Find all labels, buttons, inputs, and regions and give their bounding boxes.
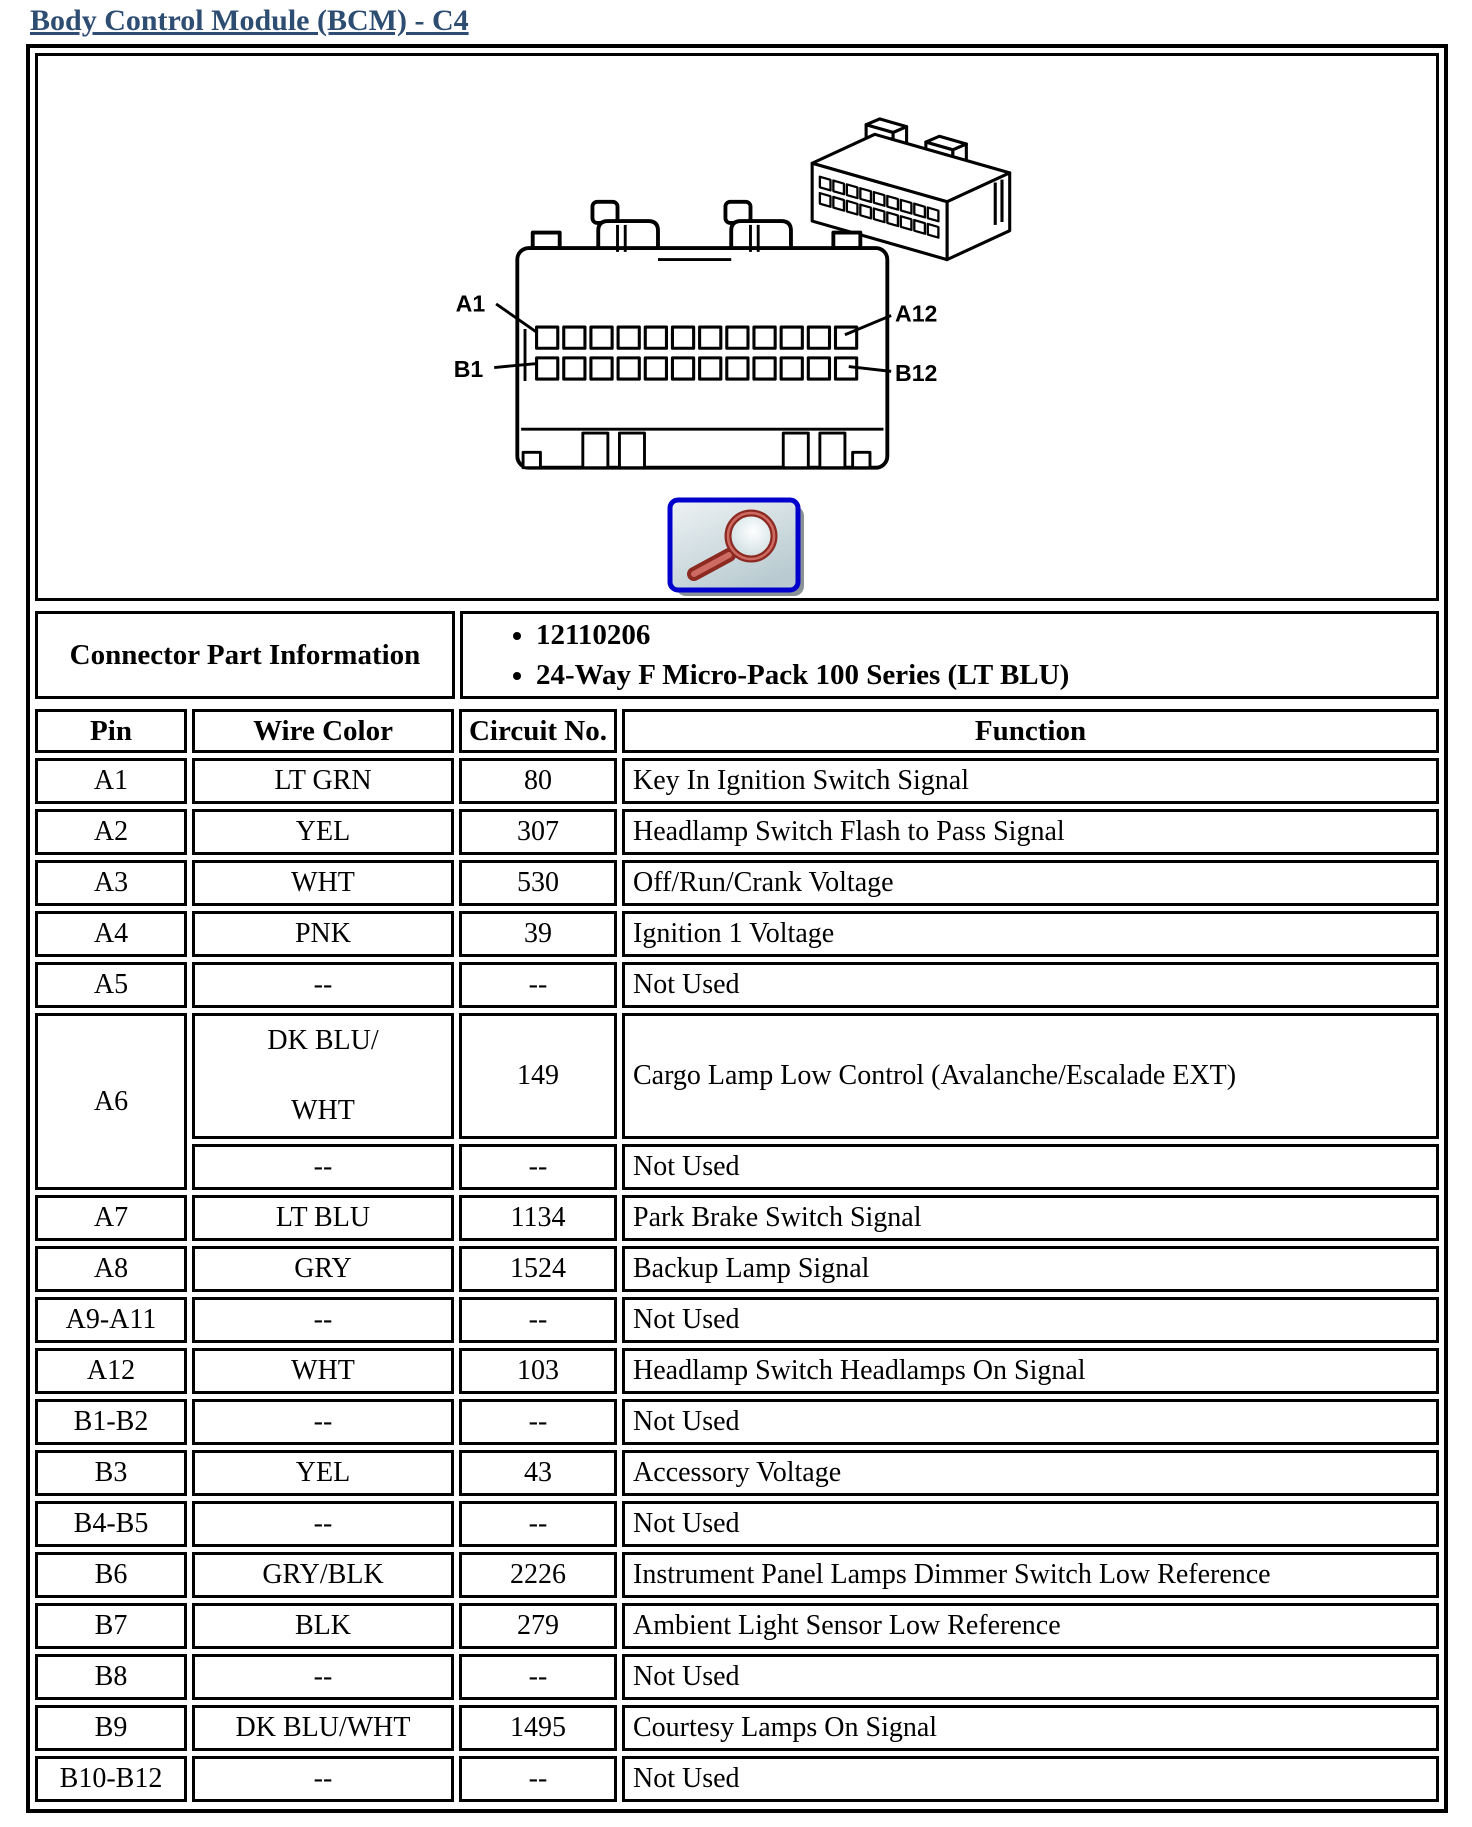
circuit-cell: -- [459, 1756, 617, 1802]
wire-color-cell: GRY/BLK [192, 1552, 454, 1598]
wire-color-cell: -- [192, 1501, 454, 1547]
header-pin: Pin [35, 709, 187, 753]
pinout-table [30, 704, 1444, 1807]
page-title-link[interactable]: Body Control Module (BCM) - C4 [30, 4, 469, 37]
wire-color-line: DK BLU/ [267, 1025, 379, 1056]
function-cell: Not Used [622, 962, 1439, 1008]
function-cell: Backup Lamp Signal [622, 1246, 1439, 1292]
circuit-cell: 279 [459, 1603, 617, 1649]
function-cell: Key In Ignition Switch Signal [622, 758, 1439, 804]
part-series-item: • 24-Way F Micro-Pack 100 Series (LT BLU) [536, 655, 1435, 695]
function-cell: Accessory Voltage [622, 1450, 1439, 1496]
header-circuit-no: Circuit No. [459, 709, 617, 753]
zoom-image-button[interactable] [667, 497, 808, 598]
function-cell: Headlamp Switch Headlamps On Signal [622, 1348, 1439, 1394]
pin-cell: A2 [35, 809, 187, 855]
pin-cell: A7 [35, 1195, 187, 1241]
function-cell: Ambient Light Sensor Low Reference [622, 1603, 1439, 1649]
wire-color-cell [192, 1013, 454, 1139]
part-info-table [30, 606, 1444, 704]
wire-color-cell: YEL [192, 809, 454, 855]
wire-color-cell: WHT [192, 1348, 454, 1394]
table-row [35, 911, 1439, 957]
connector-figure-cell [35, 53, 1439, 601]
table-row [35, 1297, 1439, 1343]
circuit-cell: 149 [459, 1013, 617, 1139]
table-row [35, 611, 1439, 699]
table-row [35, 1450, 1439, 1496]
pin-cell: B9 [35, 1705, 187, 1751]
wire-color-cell: BLK [192, 1603, 454, 1649]
circuit-cell: 307 [459, 809, 617, 855]
circuit-cell: -- [459, 1654, 617, 1700]
pin-cell: A3 [35, 860, 187, 906]
circuit-cell: 1495 [459, 1705, 617, 1751]
header-function: Function [622, 709, 1439, 753]
function-cell: Off/Run/Crank Voltage [622, 860, 1439, 906]
pin-cell: B1-B2 [35, 1399, 187, 1445]
circuit-cell: 80 [459, 758, 617, 804]
wire-color-cell: -- [192, 1399, 454, 1445]
table-row [35, 758, 1439, 804]
wire-color-cell: -- [192, 1297, 454, 1343]
pin-label-b1: B1 [453, 356, 484, 383]
table-row [35, 1013, 1439, 1139]
circuit-cell: 530 [459, 860, 617, 906]
pin-cell: B4-B5 [35, 1501, 187, 1547]
function-cell: Not Used [622, 1297, 1439, 1343]
circuit-cell: 43 [459, 1450, 617, 1496]
wire-color-cell: PNK [192, 911, 454, 957]
part-info-label: Connector Part Information [35, 611, 455, 699]
pin-cell: A5 [35, 962, 187, 1008]
pin-cell: A8 [35, 1246, 187, 1292]
circuit-cell: -- [459, 1501, 617, 1547]
circuit-cell: 2226 [459, 1552, 617, 1598]
connector-diagram [397, 90, 1077, 487]
circuit-cell: -- [459, 962, 617, 1008]
function-cell: Courtesy Lamps On Signal [622, 1705, 1439, 1751]
pin-cell: A9-A11 [35, 1297, 187, 1343]
table-row [35, 1654, 1439, 1700]
wire-color-cell: -- [192, 962, 454, 1008]
table-row [35, 1705, 1439, 1751]
pin-cell: B7 [35, 1603, 187, 1649]
wire-color-cell: DK BLU/WHT [192, 1705, 454, 1751]
pin-cell: A4 [35, 911, 187, 957]
table-row [35, 1348, 1439, 1394]
circuit-cell: -- [459, 1297, 617, 1343]
pin-label-b12: B12 [895, 360, 938, 387]
pin-cell: A12 [35, 1348, 187, 1394]
pin-cell: B3 [35, 1450, 187, 1496]
function-cell: Not Used [622, 1654, 1439, 1700]
wire-color-cell: -- [192, 1654, 454, 1700]
function-cell: Headlamp Switch Flash to Pass Signal [622, 809, 1439, 855]
pin-cell: A1 [35, 758, 187, 804]
table-row [35, 1144, 1439, 1190]
wire-color-cell: -- [192, 1756, 454, 1802]
function-cell: Park Brake Switch Signal [622, 1195, 1439, 1241]
wire-color-cell: YEL [192, 1450, 454, 1496]
table-header-row [35, 709, 1439, 753]
wire-color-line: WHT [291, 1095, 355, 1126]
function-cell: Not Used [622, 1399, 1439, 1445]
circuit-cell: -- [459, 1399, 617, 1445]
pin-label-a12: A12 [895, 300, 938, 327]
connector-info-panel [26, 44, 1448, 1813]
circuit-cell: 103 [459, 1348, 617, 1394]
table-row [35, 1246, 1439, 1292]
part-info-items [460, 611, 1439, 699]
part-number-item: • 12110206 [536, 615, 1435, 655]
wire-color-cell: LT GRN [192, 758, 454, 804]
function-cell: Cargo Lamp Low Control (Avalanche/Escalade EXT) [622, 1013, 1439, 1139]
table-row [35, 1756, 1439, 1802]
circuit-cell: 1134 [459, 1195, 617, 1241]
function-cell: Not Used [622, 1756, 1439, 1802]
pin-cell: B8 [35, 1654, 187, 1700]
circuit-cell: -- [459, 1144, 617, 1190]
circuit-cell: 1524 [459, 1246, 617, 1292]
table-row [35, 962, 1439, 1008]
function-cell: Ignition 1 Voltage [622, 911, 1439, 957]
table-row [35, 1195, 1439, 1241]
table-row [35, 1399, 1439, 1445]
function-cell: Not Used [622, 1144, 1439, 1190]
function-cell: Instrument Panel Lamps Dimmer Switch Low Reference [622, 1552, 1439, 1598]
wire-color-cell: -- [192, 1144, 454, 1190]
table-row [35, 1501, 1439, 1547]
pin-cell: B10-B12 [35, 1756, 187, 1802]
table-row [35, 1603, 1439, 1649]
table-row [35, 809, 1439, 855]
magnifier-icon [667, 497, 808, 598]
function-cell: Not Used [622, 1501, 1439, 1547]
wire-color-cell: LT BLU [192, 1195, 454, 1241]
table-row [35, 860, 1439, 906]
header-wire-color: Wire Color [192, 709, 454, 753]
circuit-cell: 39 [459, 911, 617, 957]
pin-cell: B6 [35, 1552, 187, 1598]
wire-color-cell: GRY [192, 1246, 454, 1292]
pin-label-a1: A1 [455, 290, 486, 317]
wire-color-cell: WHT [192, 860, 454, 906]
table-row [35, 1552, 1439, 1598]
pin-cell: A6 [35, 1013, 187, 1190]
